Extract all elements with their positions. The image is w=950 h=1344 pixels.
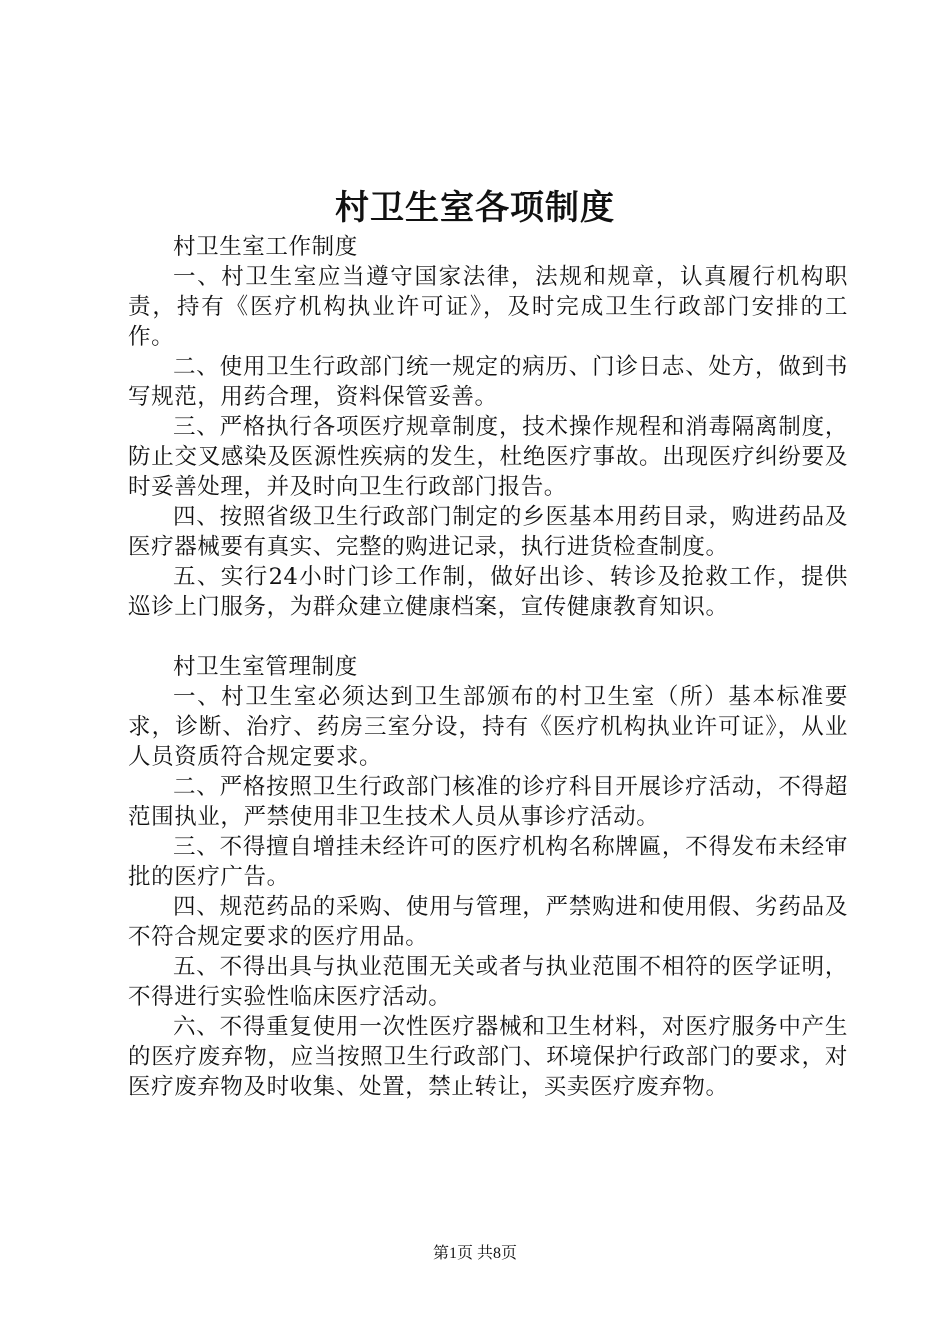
document-body bbox=[128, 232, 848, 1102]
paragraph: 五、实行24小时门诊工作制，做好出诊、转诊及抢救工作，提供巡诊上门服务，为群众建立健康档案，宣传健康教育知识。 bbox=[128, 564, 848, 620]
paragraph: 三、严格执行各项医疗规章制度，技术操作规程和消毒隔离制度，防止交叉感染及医源性疾病的发生，杜绝医疗事故。出现医疗纠纷要及时妥善处理，并及时向卫生行政部门报告。 bbox=[128, 414, 848, 500]
paragraph: 三、不得擅自增挂未经许可的医疗机构名称牌匾，不得发布未经审批的医疗广告。 bbox=[128, 834, 848, 890]
paragraph: 六、不得重复使用一次性医疗器械和卫生材料，对医疗服务中产生的医疗废弃物，应当按照卫生行政部门、环境保护行政部门的要求，对医疗废弃物及时收集、处置，禁止转让，买卖医疗废弃物。 bbox=[128, 1014, 848, 1100]
document-title: 村卫生室各项制度 bbox=[335, 188, 615, 228]
section-spacer bbox=[128, 622, 848, 652]
paragraph: 二、使用卫生行政部门统一规定的病历、门诊日志、处方，做到书写规范，用药合理，资料保管妥善。 bbox=[128, 354, 848, 410]
paragraph: 一、村卫生室必须达到卫生部颁布的村卫生室（所）基本标准要求，诊断、治疗、药房三室分设，持有《医疗机构执业许可证》，从业人员资质符合规定要求。 bbox=[128, 684, 848, 770]
paragraph: 五、不得出具与执业范围无关或者与执业范围不相符的医学证明，不得进行实验性临床医疗活动。 bbox=[128, 954, 848, 1010]
page-number-footer: 第1页 共8页 bbox=[432, 1245, 517, 1262]
paragraph: 一、村卫生室应当遵守国家法律，法规和规章，认真履行机构职责，持有《医疗机构执业许可证》，及时完成卫生行政部门安排的工作。 bbox=[128, 264, 848, 350]
paragraph: 四、按照省级卫生行政部门制定的乡医基本用药目录，购进药品及医疗器械要有真实、完整的购进记录，执行进货检查制度。 bbox=[128, 504, 848, 560]
section-heading-management-rules: 村卫生室管理制度 bbox=[173, 654, 358, 680]
section-heading-work-rules: 村卫生室工作制度 bbox=[173, 234, 358, 260]
paragraph: 四、规范药品的采购、使用与管理，严禁购进和使用假、劣药品及不符合规定要求的医疗用品。 bbox=[128, 894, 848, 950]
paragraph: 二、严格按照卫生行政部门核准的诊疗科目开展诊疗活动，不得超范围执业，严禁使用非卫生技术人员从事诊疗活动。 bbox=[128, 774, 848, 830]
